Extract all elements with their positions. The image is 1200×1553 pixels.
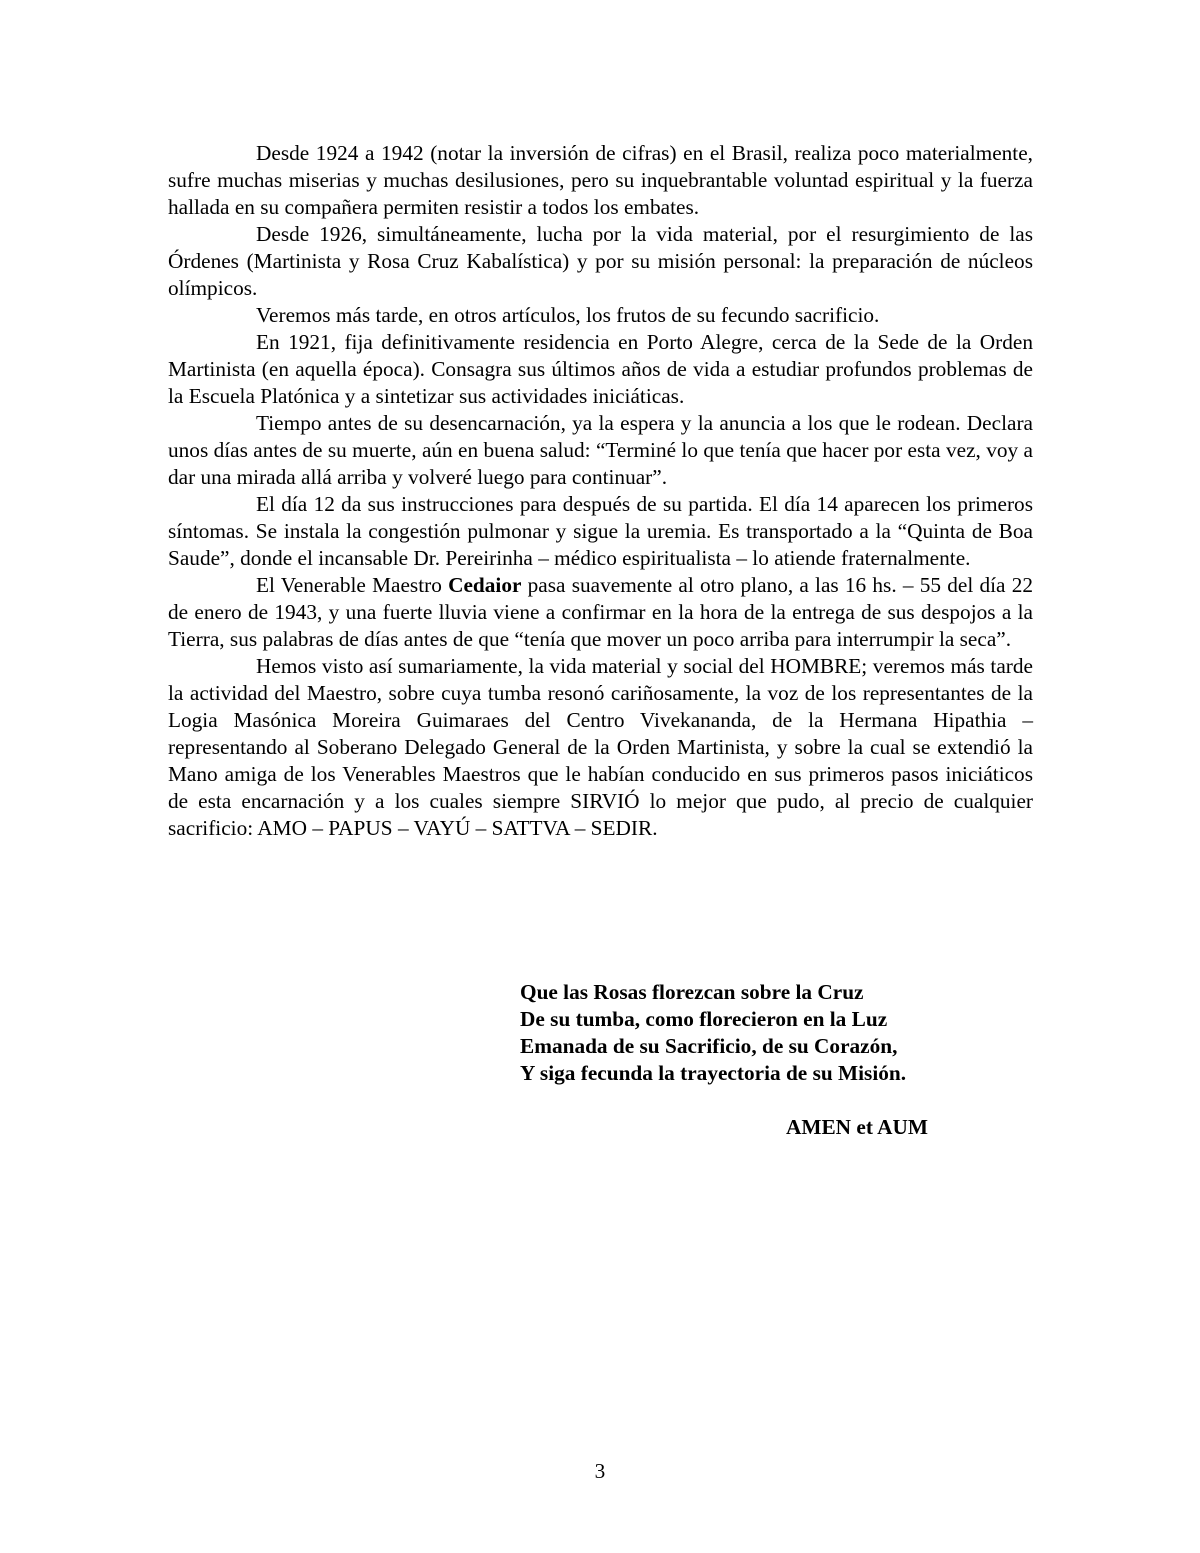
name-cedaior: Cedaior (448, 573, 522, 597)
verse-line-1: Que las Rosas florezcan sobre la Cruz (520, 980, 864, 1004)
paragraph-2: Desde 1926, simultáneamente, lucha por la vida material, por el resurgimiento de las Órdenes (Martinista y Rosa Cruz Kabalística) y por su misión personal: la preparación de núcleos olímpicos. (168, 222, 1033, 300)
closing-amen: AMEN et AUM (786, 1115, 928, 1139)
verse-line-2: De su tumba, como florecieron en la Luz (520, 1007, 888, 1031)
paragraph-7-lead: El Venerable Maestro (256, 573, 449, 597)
paragraph-7-rest: pasa suavemente al otro plano, a las 16 hs. – 55 del día 22 de enero de 1943, y una fuerte lluvia viene a confirmar en la hora de la entrega de sus despojos a la Tierra, sus palabras de días antes de que “tenía que mover un poco arriba para interrumpir la seca”. (168, 573, 1033, 651)
verse-line-4: Y siga fecunda la trayectoria de su Misión. (520, 1061, 907, 1085)
paragraph-4: En 1921, fija definitivamente residencia en Porto Alegre, cerca de la Sede de la Orden Martinista (en aquella época). Consagra sus últimos años de vida a estudiar profundos problemas de la Escuela Platónica y a sintetizar sus actividades iniciáticas. (168, 330, 1033, 408)
paragraph-6: El día 12 da sus instrucciones para después de su partida. El día 14 aparecen los primeros síntomas. Se instala la congestión pulmonar y sigue la uremia. Es transportado a la “Quinta de Boa Saude”, donde el incansable Dr. Pereirinha – médico espiritualista – lo atiende fraternalmente. (168, 492, 1033, 570)
paragraph-5: Tiempo antes de su desencarnación, ya la espera y la anuncia a los que le rodean. Declara unos días antes de su muerte, aún en buena salud: “Terminé lo que tenía que hacer por esta vez, voy a dar una mirada allá arriba y volveré luego para continuar”. (168, 411, 1033, 489)
closing-verse (520, 979, 906, 1087)
paragraph-3: Veremos más tarde, en otros artículos, los frutos de su fecundo sacrificio. (256, 303, 880, 327)
page-number: 3 (594, 1459, 606, 1483)
paragraph-1: Desde 1924 a 1942 (notar la inversión de cifras) en el Brasil, realiza poco materialmente, sufre muchas miserias y muchas desilusiones, pero su inquebrantable voluntad espiritual y la fuerza hallada en su compañera permiten resistir a todos los embates. (168, 141, 1033, 219)
body-text (168, 140, 1033, 842)
paragraph-7 (168, 572, 1033, 653)
verse-line-3: Emanada de su Sacrificio, de su Corazón, (520, 1034, 898, 1058)
paragraph-8: Hemos visto así sumariamente, la vida material y social del HOMBRE; veremos más tarde la actividad del Maestro, sobre cuya tumba resonó cariñosamente, la voz de los representantes de la Logia Masónica Moreira Guimaraes del Centro Vivekananda, de la Hermana Hipathia – representando al Soberano Delegado General de la Orden Martinista, y sobre la cual se extendió la Mano amiga de los Venerables Maestros que le habían conducido en sus primeros pasos iniciáticos de esta encarnación y a los cuales siempre SIRVIÓ lo mejor que pudo, al precio de cualquier sacrificio: AMO – PAPUS – VAYÚ – SATTVA – SEDIR. (168, 654, 1033, 840)
